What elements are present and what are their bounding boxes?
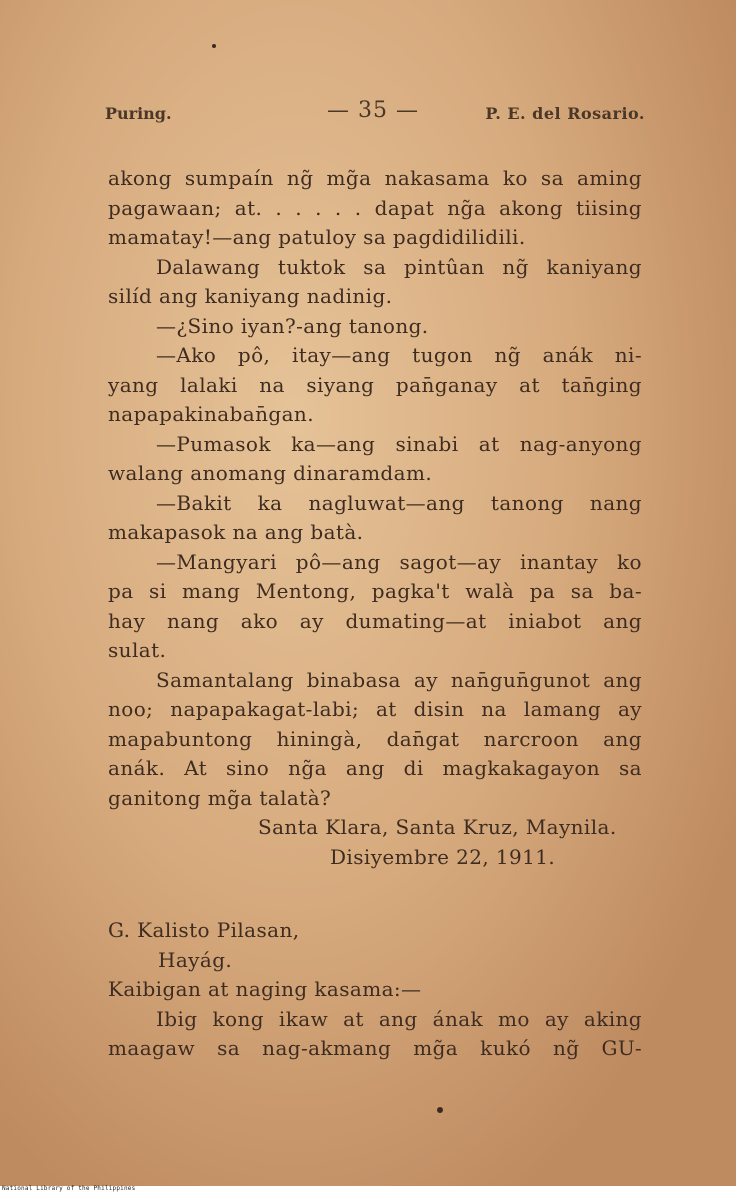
text-line: walang anomang dinaramdam. — [108, 461, 433, 485]
footer-strip — [0, 1186, 736, 1193]
text-line: sulat. — [108, 638, 167, 662]
signoff-place: Santa Klara, Santa Kruz, Maynila. — [258, 815, 617, 839]
text-line: maagaw sa nag-akmang mg̃a kukó ng̃ GU- — [108, 1036, 642, 1060]
ink-dot — [437, 1107, 443, 1113]
text-line: mapabuntong hiningà, dan̄gat narcroon ang — [108, 726, 642, 751]
text-line: —Bakit ka nagluwat—ang tanong nang — [156, 490, 642, 515]
text-line: akong sumpaín ng̃ mg̃a nakasama ko sa aming — [108, 166, 642, 190]
letter-salutation: Kaibigan at naging kasama:— — [108, 977, 422, 1001]
header-title: Puring. — [105, 104, 172, 123]
text-line: ganitong mg̃a talatà? — [108, 785, 332, 810]
text-line: napapakinaban̄gan. — [108, 402, 314, 426]
text-line: makapasok na ang batà. — [108, 520, 364, 544]
header-author: P. E. del Rosario. — [485, 104, 645, 123]
page-body — [108, 164, 642, 1064]
text-line: —Ako pô, itay—ang tugon ng̃ anák ni- — [156, 343, 642, 367]
text-line: Dalawang tuktok sa pintûan ng̃ kaniyang — [156, 254, 642, 279]
text-line: yang lalaki na siyang pan̄ganay at tan̄ging — [108, 372, 642, 397]
text-line: Ibig kong ikaw at ang ának mo ay aking — [156, 1006, 642, 1031]
text-line: —¿Sino iyan?-ang tanong. — [156, 313, 429, 338]
text-line: pa si mang Mentong, pagka't walà pa sa ba- — [108, 579, 642, 603]
text-line: Samantalang binabasa ay nan̄gun̄gunot ang — [156, 667, 642, 692]
text-line: hay nang ako ay dumating—at iniabot ang — [108, 608, 642, 633]
section-gap — [108, 872, 642, 916]
text-line: —Pumasok ka—ang sinabi at nag-anyong — [156, 431, 642, 456]
signoff-date: Disiyembre 22, 1911. — [330, 844, 556, 869]
text-line: noo; napapakagat-labi; at disin na lamang ay — [108, 697, 642, 721]
text-line: pagawaan; at. . . . . . dapat ng̃a akong tiising — [108, 195, 642, 220]
letter-addressee: G. Kalisto Pilasan, — [108, 918, 300, 942]
running-header — [105, 98, 645, 128]
text-line: silíd ang kaniyang nadinig. — [108, 284, 393, 308]
letter-location: Hayág. — [158, 947, 233, 972]
text-line: mamatay!—ang patuloy sa pagdidilidili. — [108, 225, 526, 249]
text-line: anák. At sino ng̃a ang di magkakagayon sa — [108, 756, 642, 780]
page-number: — 35 — — [327, 98, 419, 123]
footer-credit: National Library of the Philippines — [2, 1185, 136, 1192]
text-line: —Mangyari pô—ang sagot—ay inantay ko — [156, 549, 642, 574]
ink-dot — [212, 44, 216, 48]
